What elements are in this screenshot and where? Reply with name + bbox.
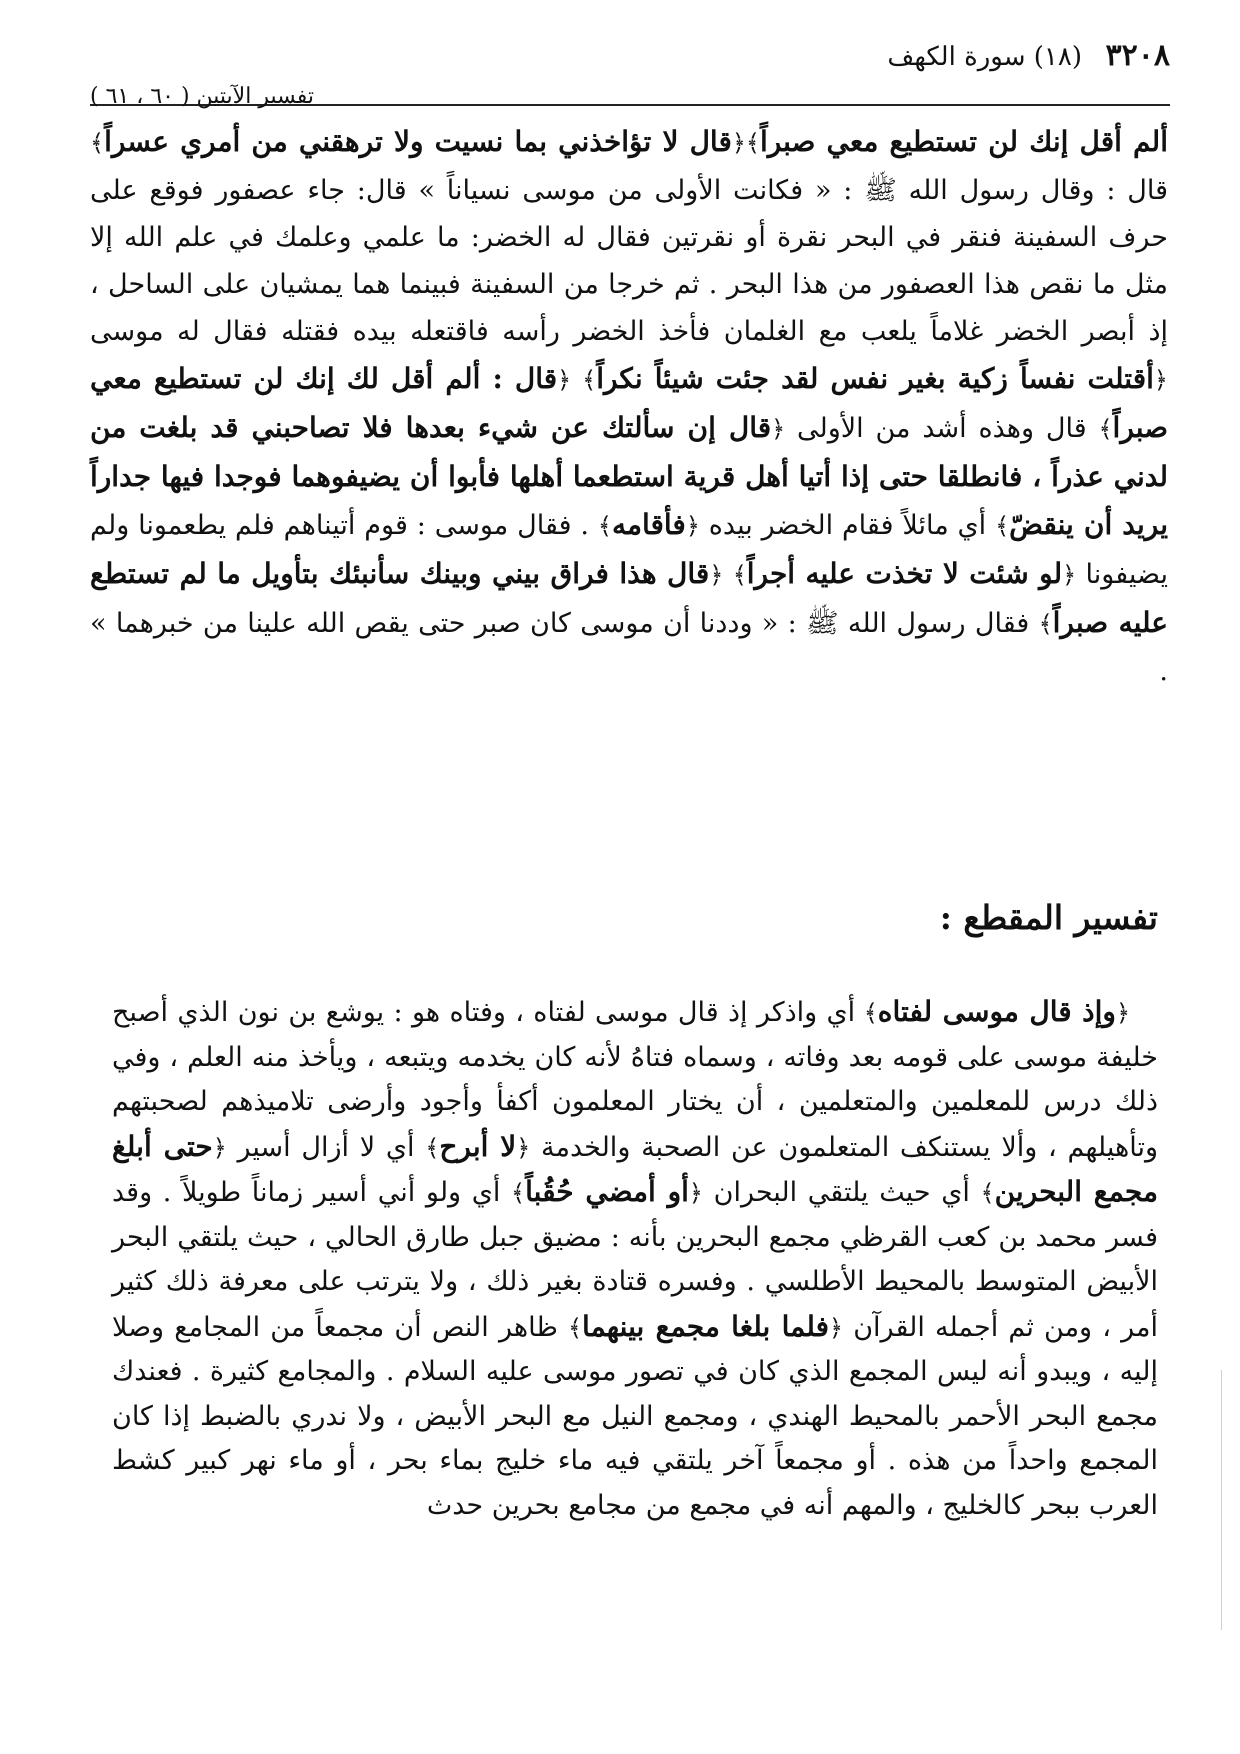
commentary-text: قال وهذه أشد من الأولى — [785, 413, 1099, 444]
ornate-bracket: ﴾ — [597, 512, 612, 540]
commentary-text: قال : وقال رسول الله ﷺ : « فكانت الأولى من موسى نسياناً » قال: جاء عصفور فوقع على حرف السفينة فنقر في البحر نقرة أو نقرتين فقال له الخضر: ما علمي وعلمك في علم الله إلا مثل ما نقص هذا العصفور من هذا البحر . ثم خرجا من السفينة فبينما هما يمشيان على الساحل ، إذ أبصر الخضر غلاماً يلعب مع الغلمان فأخذ الخضر رأسه فاقتعله بيده فقتله فقال له موسى — [90, 175, 1168, 347]
ornate-bracket: ﴾ — [745, 129, 760, 157]
ornate-bracket: ﴿ — [709, 561, 724, 589]
ornate-bracket: ﴿ — [828, 1313, 844, 1342]
ornate-bracket: ﴾ — [863, 999, 878, 1027]
commentary-text: أي حيث يلتقي البحران — [702, 1177, 981, 1208]
quran-quote: أقتلت نفساً زكية بغير نفس لقد جئت شيئاً نكراً — [596, 362, 1154, 395]
ornate-bracket: ﴿ — [1153, 366, 1168, 394]
quran-quote: وإذ قال موسى لفتاه — [877, 995, 1116, 1028]
ornate-bracket: ﴾ — [582, 366, 597, 394]
ornate-bracket: ﴾ — [90, 129, 105, 157]
ornate-bracket: ﴿ — [688, 1179, 703, 1207]
quran-quote: لا أبرح — [439, 1129, 517, 1163]
section-heading: تفسير المقطع : — [939, 898, 1158, 937]
ornate-bracket: ﴾ — [732, 561, 747, 589]
paragraph-text — [90, 118, 1168, 695]
verses-caption: تفسير الآيتين ( ٦٠ ، ٦١ ) — [90, 84, 314, 109]
page-number: ٣٢٠٨ — [1105, 38, 1170, 73]
ornate-bracket: ﴿ — [212, 1133, 227, 1162]
ornate-bracket: ﴾ — [511, 1179, 526, 1207]
ornate-bracket: ﴾ — [1038, 610, 1053, 638]
commentary-text: ظاهر النص أن مجمعاً من المجامع وصلا إليه ، ويبدو أنه ليس المجمع الذي كان في تصور موسى عليه السلام . والمجامع كثيرة . فعندك مجمع البحر الأحمر بالمحيط الهندي ، ومجمع النيل مع البحر الأبيض ، ولا ندري بالضبط إذا كان المجمع واحداً من هذه . أو مجمعاً آخر يلتقي فيه ماء خليج بماء بحر ، أو ماء نهر كبير كشط العرب ببحر كالخليج ، والمهم أنه في مجمع من مجامع بحرين حدث — [112, 1311, 1158, 1521]
page-header — [90, 38, 1170, 109]
ornate-bracket: ﴿ — [516, 1133, 531, 1162]
paragraph-text — [112, 990, 1158, 1528]
surah-title: (١٨) سورة الكهف — [887, 42, 1082, 72]
ornate-bracket: ﴿ — [557, 366, 572, 394]
commentary-text: . فقال موسى : قوم أتيناهم فلم يطعمونا ولم يضيفونا — [90, 510, 1168, 590]
quran-quote: قال : ألم أقل لك إنك لن تستطيع معي صبراً — [90, 362, 1168, 444]
verse-commentary-paragraph — [90, 118, 1168, 695]
commentary-text: أي واذكر إذ قال موسى لفتاه ، وفتاه هو : يوشع بن نون الذي أصبح خليفة موسى على قومه بعد وفاته ، وسماه فتاهُ لأنه كان يخدمه ويتبعه ، ويأخذ منه العلم ، وفي ذلك درس للمعلمين والمتعلمين ، أن يختار المعلمون أكفأ وأجود وأرضى تلاميذهم لصحبتهم وتأهيلهم ، وألا يستنكف المتعلمون عن الصحبة والخدمة — [112, 997, 1158, 1163]
commentary-text — [571, 364, 582, 395]
quran-quote: قال هذا فراق بيني وبينك سأنبئك بتأويل ما لم تستطع عليه صبراً — [90, 557, 1169, 639]
ornate-bracket: ﴾ — [425, 1133, 440, 1162]
commentary-text: أي ولو أني أسير زماناً طويلاً . وقد فسر محمد بن كعب القرظي مجمع البحرين بأنه : مضيق جبل طارق الحالي ، حيث يلتقي البحر الأبيض المتوسط بالمحيط الأطلسي . وفسره قتادة بغير ذلك ، ولا يترتب على معرفة ذلك كثير أمر ، ومن ثم أجمله القرآن — [112, 1177, 1158, 1343]
ornate-bracket: ﴿ — [1115, 999, 1130, 1027]
tafsir-paragraph — [112, 990, 1158, 1528]
scan-edge-line — [1221, 1370, 1222, 1630]
commentary-text — [1130, 997, 1158, 1028]
ornate-bracket: ﴾ — [995, 512, 1010, 540]
quran-quote: ألم أقل إنك لن تستطيع معي صبراً — [759, 125, 1168, 158]
commentary-text: أي مائلاً فقام الخضر بيده — [699, 510, 996, 541]
ornate-bracket: ﴾ — [567, 1313, 583, 1342]
quran-quote: فلما بلغا مجمع بينهما — [582, 1309, 829, 1343]
quran-quote: قال إن سألتك عن شيء بعدها فلا تصاحبني قد بلغت من لدني عذراً ، فانطلقا حتى إذا أتيا أهل قرية استطعما أهلها فأبوا أن يضيفوهما فوجدا فيها جداراً يريد أن ينقضّ — [90, 411, 1168, 541]
commentary-text: فقال رسول الله ﷺ : « وددنا أن موسى كان صبر حتى يقص الله علينا من خبرهما » . — [90, 608, 1168, 687]
ornate-bracket: ﴿ — [731, 129, 746, 157]
quran-quote: لو شئت لا تخذت عليه أجراً — [746, 557, 1063, 590]
ornate-bracket: ﴿ — [685, 512, 700, 540]
quran-quote: فأقامه — [611, 508, 686, 541]
quran-quote: أو أمضي حُقُباً — [525, 1175, 689, 1208]
ornate-bracket: ﴾ — [980, 1179, 995, 1207]
quran-quote: قال لا تؤاخذني بما نسيت ولا ترهقني من أمري عسراً — [104, 125, 732, 158]
commentary-text: أي لا أزال أسير — [226, 1131, 426, 1163]
quran-quote: حتى أبلغ مجمع البحرين — [112, 1129, 1158, 1208]
ornate-bracket: ﴾ — [1098, 415, 1113, 443]
ornate-bracket: ﴿ — [771, 415, 786, 443]
ornate-bracket: ﴿ — [1062, 561, 1077, 589]
commentary-text — [723, 559, 732, 590]
